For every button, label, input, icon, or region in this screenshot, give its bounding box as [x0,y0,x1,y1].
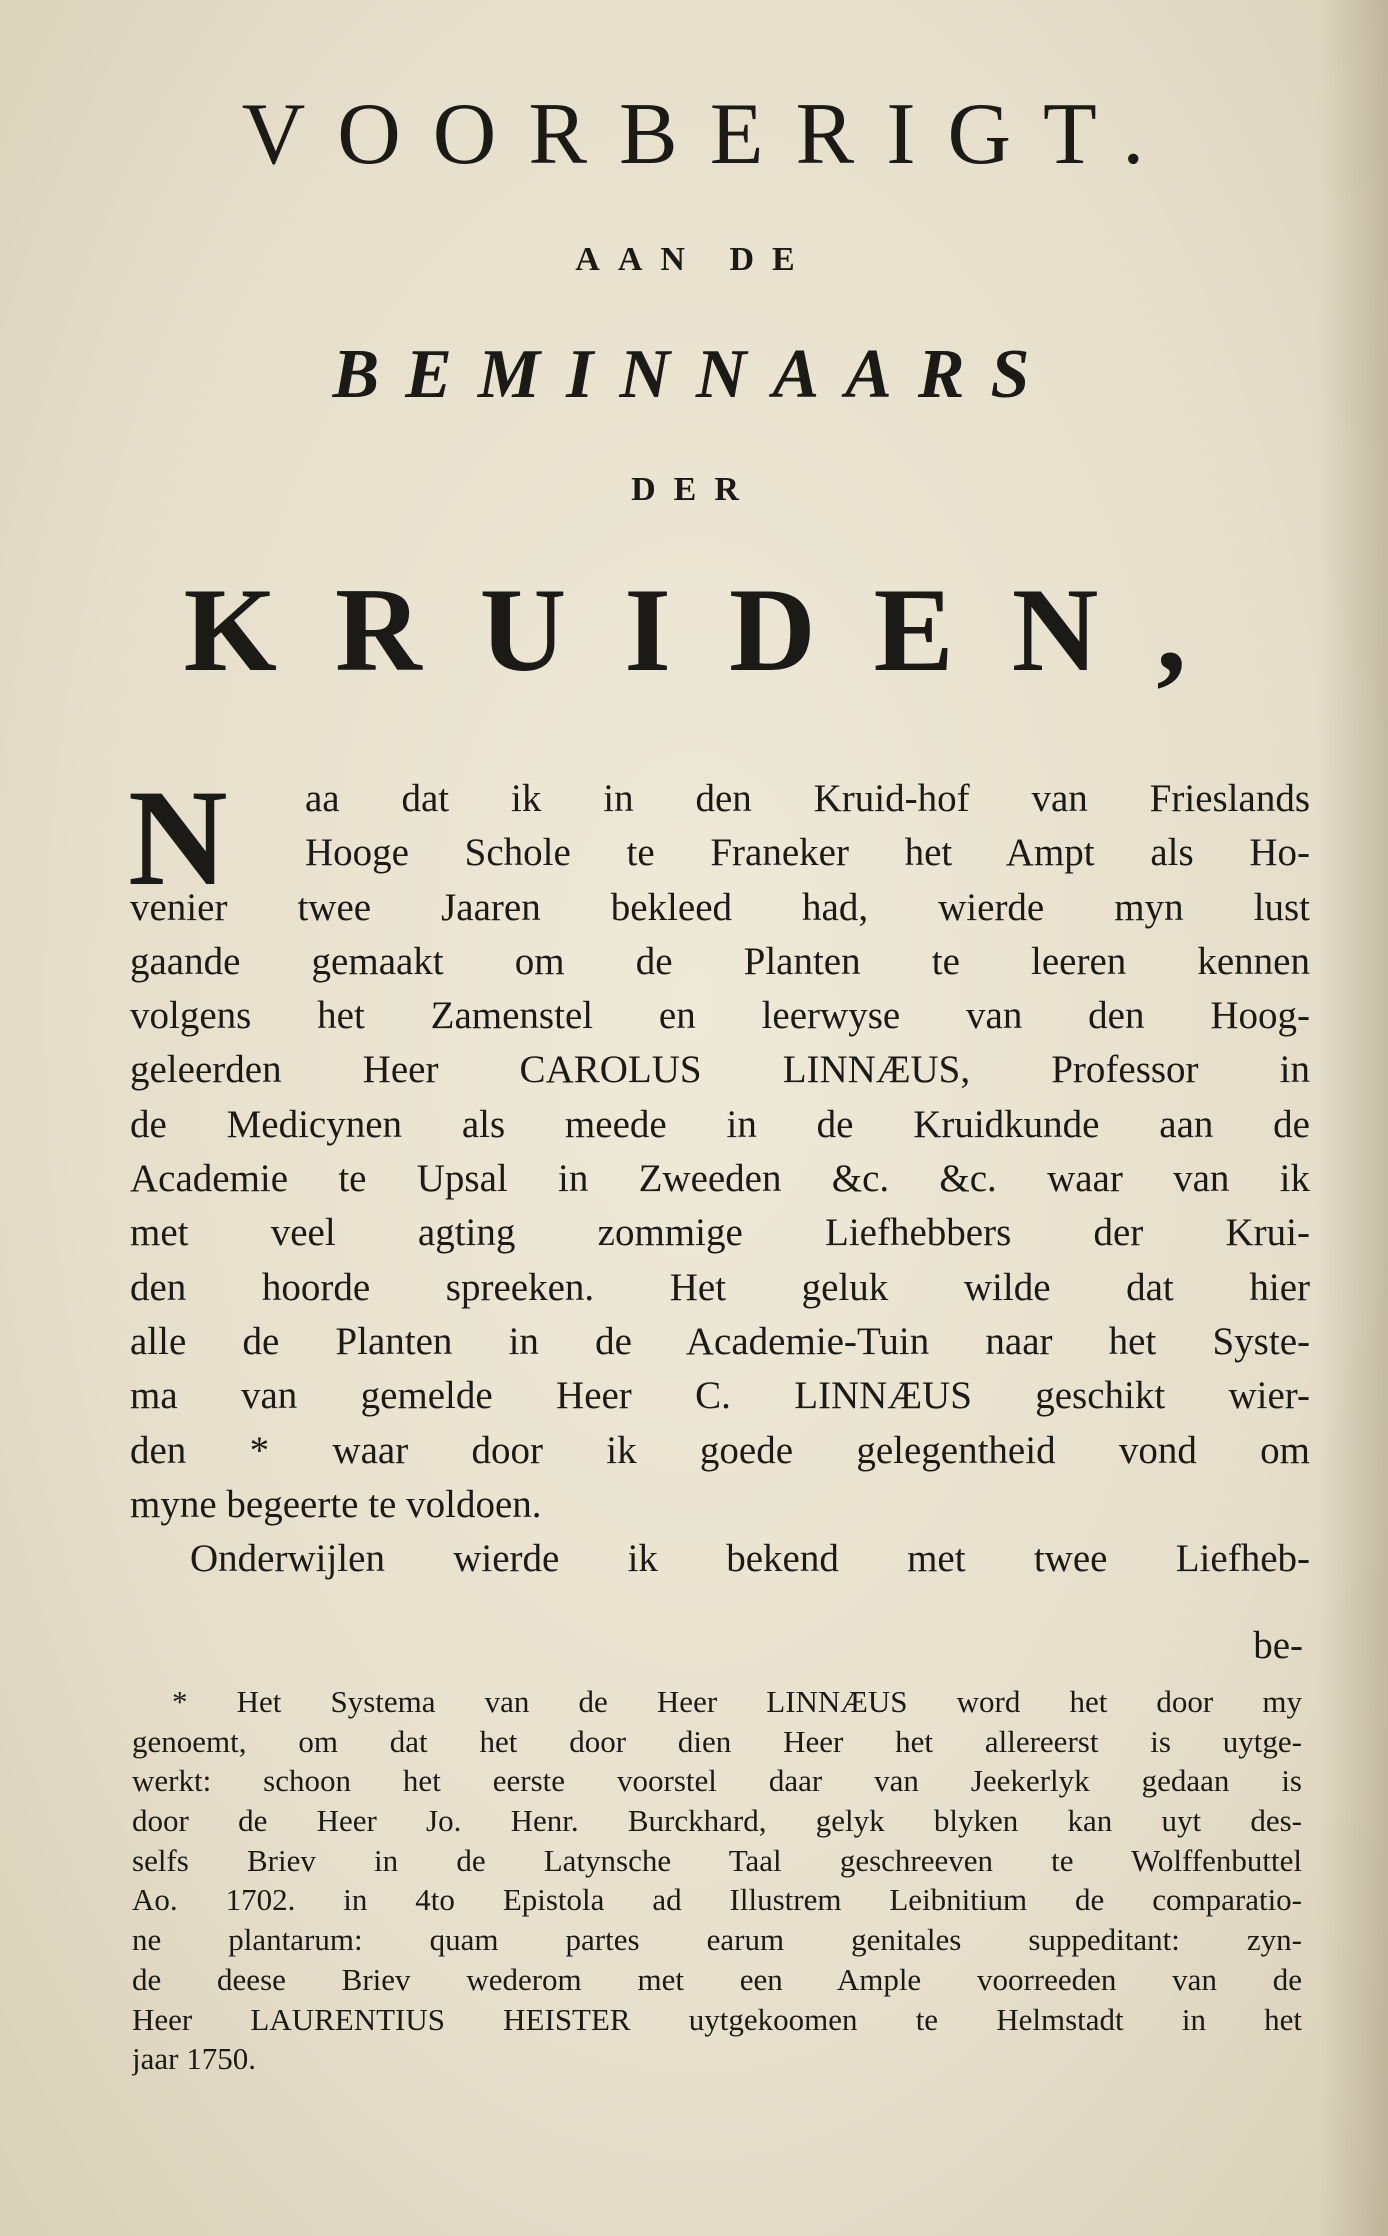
body-line: gaande gemaakt om de Planten te leeren kennen [130,939,1310,983]
footnote-line: door de Heer Jo. Henr. Burckhard, gelyk blyken kan uyt des- [132,1803,1302,1839]
footnote-line: de deese Briev wederom met een Ample voorreeden van de [132,1961,1302,1997]
body-line: Onderwijlen wierde ik bekend met twee Liefheb- [190,1537,1310,1581]
catchword: be- [1253,1624,1303,1667]
body-text [128,761,1310,1586]
drop-cap: N [128,761,228,914]
footnote-line: jaar 1750. [132,2041,256,2077]
heading-kruiden: KRUIDEN, [183,563,1245,696]
heading-voorberigt: VOORBERIGT. [241,86,1177,183]
body-line: venier twee Jaaren bekleed had, wierde myn lust [130,885,1310,929]
footnote-line: Heer LAURENTIUS HEISTER uytgekoomen te Helmstadt in het [132,2001,1302,2037]
body-line: myne begeerte te voldoen. [130,1482,542,1526]
title-block [0,80,1388,700]
heading-aan-de: AAN DE [575,241,813,278]
footnote-line: * Het Systema van de Heer LINNÆUS word het door my [172,1684,1302,1719]
footnote-line: genoemt, om dat het door dien Heer het allereerst is uytge- [132,1723,1302,1759]
body-line: Hooge Schole te Franeker het Ampt als Ho- [305,831,1310,875]
footnote-line: werkt: schoon het eerste voorstel daar van Jeekerlyk gedaan is [132,1763,1302,1799]
heading-beminnaars: BEMINNAARS [332,336,1056,413]
body-line: Academie te Upsal in Zweeden &c. &c. waar van ik [130,1157,1310,1201]
body-line: geleerden Heer CAROLUS LINNÆUS, Professor in [130,1048,1310,1092]
heading-der: DER [631,471,757,508]
footnote-line: selfs Briev in de Latynsche Taal geschreeven te Wolffenbuttel [132,1842,1302,1878]
body-line: aa dat ik in den Kruid-hof van Frieslands [305,777,1310,820]
body-line: den * waar door ik goede gelegentheid vond om [130,1428,1310,1472]
footnote-line: ne plantarum: quam partes earum genitales suppeditant: zyn- [132,1922,1302,1958]
body-line: met veel agting zommige Liefhebbers der Krui- [130,1211,1310,1255]
body-line: den hoorde spreeken. Het geluk wilde dat hier [130,1265,1310,1309]
body-line: de Medicynen als meede in de Kruidkunde aan de [130,1102,1310,1146]
footnote-line: Ao. 1702. in 4to Epistola ad Illustrem Leibnitium de comparatio- [132,1882,1302,1918]
footnote [132,1682,1302,2079]
body-line: ma van gemelde Heer C. LINNÆUS geschikt wier- [130,1374,1310,1418]
body-line: alle de Planten in de Academie-Tuin naar het Syste- [130,1319,1310,1363]
body-line: volgens het Zamenstel en leerwyse van den Hoog- [130,994,1310,1038]
